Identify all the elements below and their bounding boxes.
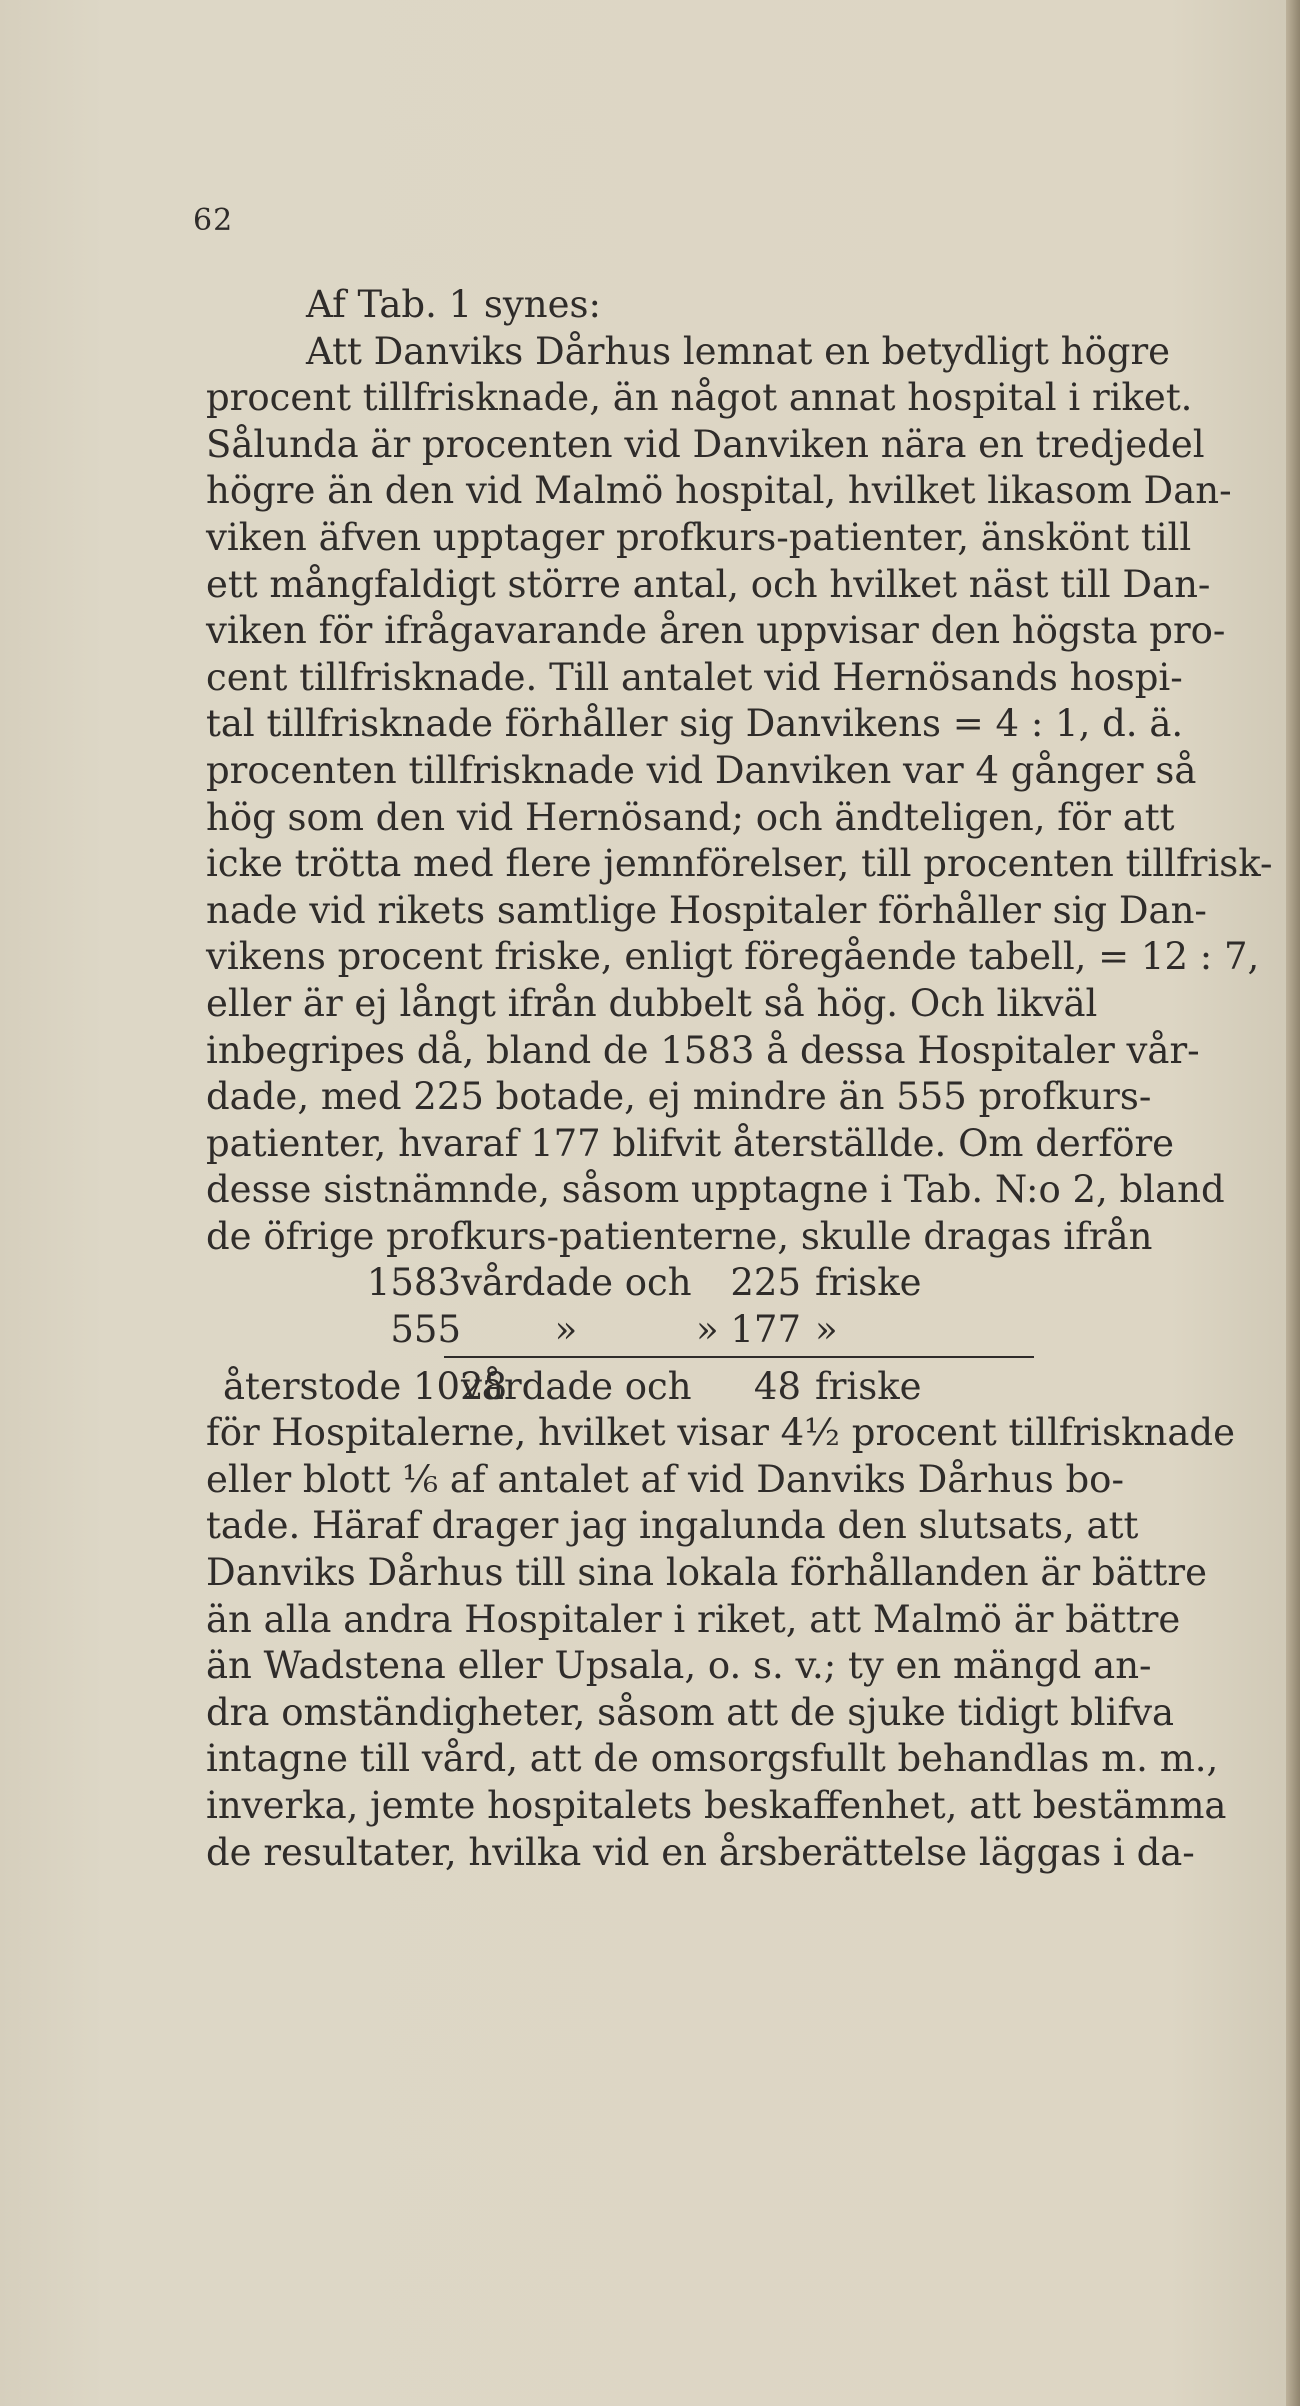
intro-line [206, 282, 1264, 329]
calc-value: återstode 1028 [223, 1364, 508, 1408]
calc-value: 555 [390, 1308, 461, 1352]
paragraph-line: än alla andra Hospitaler i riket, att Malmö är bättre [206, 1597, 1181, 1641]
paragraph-line: viken för ifrågavarande åren uppvisar den högsta pro- [206, 609, 1226, 653]
paragraph-line: tal tillfrisknade förhåller sig Danvikens = 4 : 1, d. ä. [206, 702, 1184, 746]
calc-label: friske [815, 1261, 922, 1305]
calc-row-2 [206, 1307, 1264, 1354]
calculation-block [206, 1260, 1264, 1410]
paragraph-line: dra omständigheter, såsom att de sjuke tidigt blifva [206, 1690, 1175, 1734]
paragraph-line: tade. Häraf drager jag ingalunda den slutsats, att [206, 1504, 1139, 1548]
calc-row-1 [206, 1260, 1264, 1307]
paragraph-line: viken äfven upptager profkurs-patienter, änskönt till [206, 515, 1192, 559]
paragraph-line: inbegripes då, bland de 1583 å dessa Hospitaler vår- [206, 1028, 1200, 1072]
paragraph-line: Att Danviks Dårhus lemnat en betydligt högre [306, 329, 1171, 373]
paragraph-line: procent tillfrisknade, än något annat hospital i riket. [206, 376, 1193, 420]
calc-label: » [815, 1308, 838, 1352]
paragraph-line: desse sistnämnde, såsom upptagne i Tab. N:o 2, bland [206, 1168, 1225, 1212]
paragraph-line: eller blott ⅙ af antalet af vid Danviks Dårhus bo- [206, 1457, 1124, 1501]
paragraph-line: eller är ej långt ifrån dubbelt så hög. Och likväl [206, 981, 1098, 1025]
calc-value: 225 [730, 1261, 801, 1305]
paragraph-line: dade, med 225 botade, ej mindre än 555 profkurs- [206, 1075, 1152, 1119]
paragraph-line: hög som den vid Hernösand; och ändteligen, för att [206, 795, 1175, 839]
paragraph-line: de resultater, hvilka vid en årsberättelse läggas i da- [206, 1830, 1195, 1874]
calc-divider [444, 1356, 1034, 1358]
page-edge [1286, 0, 1300, 2406]
page-number: 62 [193, 203, 234, 238]
calc-value: » 177 [695, 1308, 801, 1352]
calc-label: vårdade och [461, 1261, 692, 1305]
paragraph-line: patienter, hvaraf 177 blifvit återställde. Om derföre [206, 1121, 1175, 1165]
calc-label: friske [815, 1364, 922, 1408]
calc-value: 1583 [366, 1261, 461, 1305]
paragraph-line: intagne till vård, att de omsorgsfullt behandlas m. m., [206, 1737, 1219, 1781]
paragraph-line: cent tillfrisknade. Till antalet vid Hernösands hospi- [206, 655, 1183, 699]
paragraph-line: inverka, jemte hospitalets beskaffenhet, att bestämma [206, 1784, 1227, 1827]
paragraph-line: för Hospitalerne, hvilket visar 4½ procent tillfrisknade [206, 1411, 1235, 1455]
body-text [206, 282, 1273, 1876]
calc-label: » [554, 1308, 578, 1352]
paragraph-1 [206, 329, 1273, 1261]
intro-text: Af Tab. 1 synes: [306, 283, 601, 326]
paragraph-line: de öfrige profkurs-patienterne, skulle dragas ifrån [206, 1214, 1153, 1258]
paragraph-line: procenten tillfrisknade vid Danviken var 4 gånger så [206, 748, 1197, 792]
calc-label: vårdade och [461, 1364, 692, 1408]
paragraph-line: Sålunda är procenten vid Danviken nära en tredjedel [206, 422, 1205, 466]
paragraph-2 [206, 1410, 1264, 1876]
paragraph-line: Danviks Dårhus till sina lokala förhållanden är bättre [206, 1551, 1207, 1595]
calc-row-3 [206, 1364, 1264, 1411]
paragraph-line: icke trötta med flere jemnförelser, till procenten tillfrisk- [206, 842, 1273, 886]
calc-value: 48 [753, 1364, 801, 1408]
paragraph-line: nade vid rikets samtlige Hospitaler förhåller sig Dan- [206, 888, 1207, 932]
paragraph-line: ett mångfaldigt större antal, och hvilket näst till Dan- [206, 562, 1211, 606]
paragraph-line: än Wadstena eller Upsala, o. s. v.; ty en mängd an- [206, 1644, 1152, 1688]
paragraph-line: vikens procent friske, enligt föregående tabell, = 12 : 7, [206, 935, 1260, 979]
paragraph-line: högre än den vid Malmö hospital, hvilket likasom Dan- [206, 469, 1232, 513]
